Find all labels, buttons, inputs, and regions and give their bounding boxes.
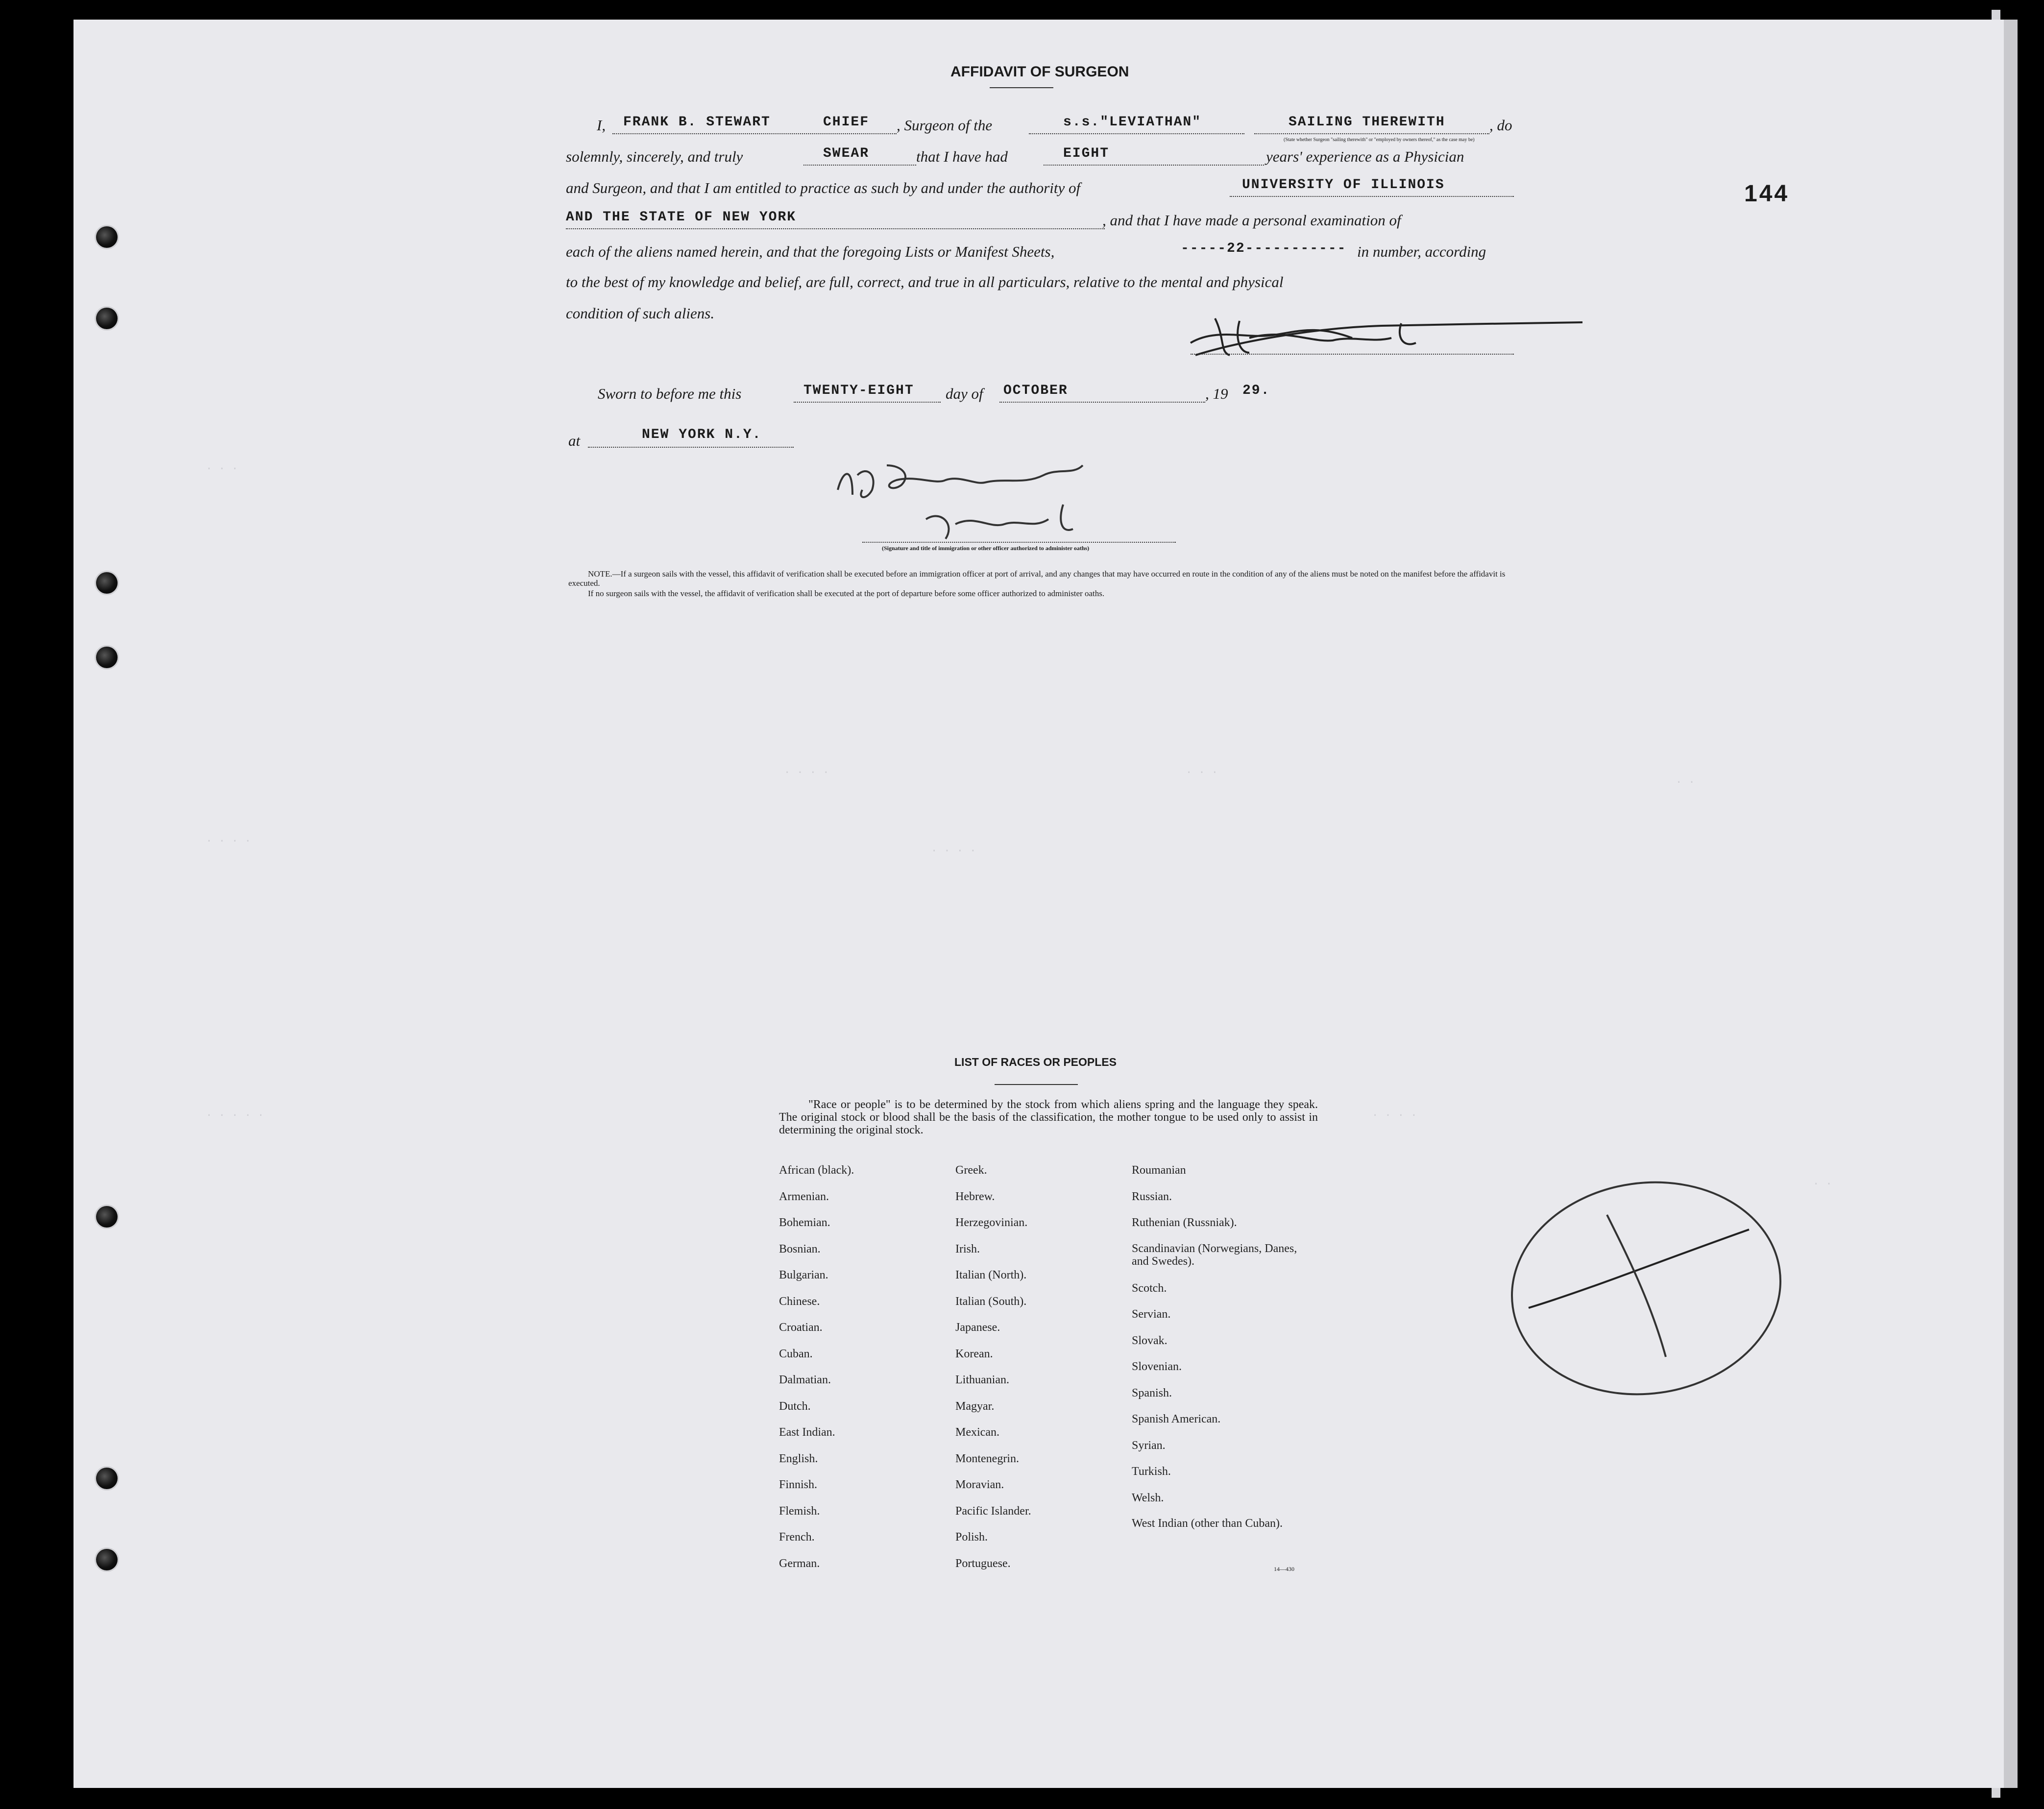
affidavit-text: , do	[1489, 117, 1512, 134]
race-list-item: Servian.	[1132, 1308, 1171, 1321]
bleed-through-mark: . . . .	[1372, 1107, 1417, 1119]
race-list-item: Lithuanian.	[955, 1374, 1009, 1386]
page-title: AFFIDAVIT OF SURGEON	[950, 64, 1129, 80]
race-list-item: Chinese.	[779, 1295, 820, 1308]
sworn-day: TWENTY-EIGHT	[803, 383, 914, 398]
surgeon-status-note: (State whether Surgeon "sailing therewith" or "employed by owners thereof," as the case may be)	[1284, 137, 1475, 143]
sworn-text: day of	[946, 385, 983, 402]
manifest-sheet-count: -----22-----------	[1181, 241, 1347, 256]
licensing-authority-continued: AND THE STATE OF NEW YORK	[566, 210, 797, 225]
fill-line	[1230, 196, 1514, 197]
affidavit-text: I,	[597, 117, 606, 134]
sailing-status: SAILING THEREWITH	[1289, 115, 1445, 130]
affidavit-text: in number, according	[1357, 243, 1486, 260]
binder-hole	[96, 1206, 118, 1228]
signature-line	[1191, 354, 1514, 355]
race-list-item: Moravian.	[955, 1478, 1004, 1491]
sworn-year: 29.	[1242, 383, 1270, 398]
note-paragraph-1: NOTE.—If a surgeon sails with the vessel, this affidavit of verification shall be executed before an immigration officer at port of arrival, and any changes that may have occurred en route in the condition of any of the aliens must be noted on the manifest before the affidavit is executed.	[568, 569, 1506, 588]
race-list-item: West Indian (other than Cuban).	[1132, 1517, 1283, 1530]
race-list-item: Bulgarian.	[779, 1269, 828, 1281]
fill-line	[1029, 133, 1244, 134]
binder-hole	[96, 1549, 118, 1570]
race-list-item: French.	[779, 1531, 815, 1544]
affidavit-text: condition of such aliens.	[566, 305, 715, 322]
race-list-item: Japanese.	[955, 1321, 1000, 1334]
sworn-text: , 19	[1205, 385, 1228, 402]
race-list-item: Hebrew.	[955, 1190, 995, 1203]
race-list-item: Greek.	[955, 1164, 987, 1177]
officer-signature	[828, 456, 1151, 554]
race-list-item: German.	[779, 1557, 820, 1570]
race-list-item: Dalmatian.	[779, 1374, 831, 1386]
bleed-through-mark: . . .	[1186, 764, 1218, 776]
bleed-through-mark: . . .	[206, 460, 239, 473]
race-list-item: Armenian.	[779, 1190, 829, 1203]
fill-line	[794, 402, 941, 403]
race-list-item: Polish.	[955, 1531, 988, 1544]
race-list-item: English.	[779, 1452, 818, 1465]
race-list-item: Croatian.	[779, 1321, 823, 1334]
race-list-item: Dutch.	[779, 1399, 811, 1413]
race-list-item: Turkish.	[1132, 1465, 1171, 1478]
signature-line	[862, 542, 1176, 543]
race-list-item: Welsh.	[1132, 1491, 1164, 1504]
note-paragraph-2: If no surgeon sails with the vessel, the affidavit of verification shall be executed at the port of departure before some officer authorized to administer oaths.	[588, 589, 1105, 598]
affidavit-text: and Surgeon, and that I am entitled to practice as such by and under the authority of	[566, 179, 1081, 196]
sworn-at-text: at	[568, 432, 581, 449]
affidavit-text: to the best of my knowledge and belief, are full, correct, and true in all particulars, relative to the mental and physical	[566, 273, 1284, 290]
fill-line	[612, 133, 897, 134]
race-list-item: Portuguese.	[955, 1557, 1011, 1570]
page-number: 144	[1744, 181, 1790, 207]
fill-line	[1044, 165, 1264, 166]
title-rule	[990, 87, 1053, 88]
race-list-item: Ruthenian (Russniak).	[1132, 1216, 1237, 1229]
affidavit-text: , Surgeon of the	[897, 117, 993, 134]
fill-line	[588, 447, 794, 448]
race-list-item: Spanish American.	[1132, 1413, 1221, 1425]
affidavit-text: , and that I have made a personal examination of	[1102, 212, 1401, 229]
form-number: 14—430	[1274, 1566, 1294, 1572]
race-list-item: East Indian.	[779, 1426, 835, 1439]
races-intro: "Race or people" is to be determined by the stock from which aliens spring and the language they speak. The original stock or blood shall be the basis of the classification, the mother tongue to be used only to assist in determining the original stock.	[779, 1098, 1318, 1136]
race-list-item: Slovak.	[1132, 1334, 1168, 1347]
race-list-item: Magyar.	[955, 1399, 995, 1413]
surgeon-name: FRANK B. STEWART	[623, 115, 771, 130]
race-list-item: Montenegrin.	[955, 1452, 1019, 1465]
race-list-item: Mexican.	[955, 1426, 999, 1439]
race-list-item: Scandinavian (Norwegians, Danes, and Swedes).	[1132, 1242, 1297, 1268]
binder-hole	[96, 572, 118, 594]
binder-hole	[96, 1468, 118, 1489]
race-list-item: Bosnian.	[779, 1242, 821, 1255]
affidavit-text: solemnly, sincerely, and truly	[566, 148, 743, 165]
race-list-item: Syrian.	[1132, 1439, 1166, 1452]
fill-line	[803, 165, 916, 166]
race-list-item: Italian (North).	[955, 1269, 1027, 1281]
affidavit-text: that I have had	[916, 148, 1008, 165]
race-list-item: Scotch.	[1132, 1281, 1167, 1295]
race-list-item: Korean.	[955, 1347, 993, 1360]
bleed-through-mark: . .	[1676, 774, 1695, 786]
race-list-item: Spanish.	[1132, 1386, 1172, 1399]
race-list-item: Herzegovinian.	[955, 1216, 1028, 1229]
years-experience: EIGHT	[1063, 146, 1110, 161]
race-list-item: Irish.	[955, 1242, 980, 1255]
race-list-item: Italian (South).	[955, 1295, 1027, 1308]
oath-type: SWEAR	[823, 146, 870, 161]
races-heading-rule	[995, 1084, 1078, 1085]
race-list-item: Cuban.	[779, 1347, 813, 1360]
bleed-through-mark: . . . .	[784, 764, 829, 776]
race-list-item: African (black).	[779, 1164, 854, 1177]
binder-hole	[96, 308, 118, 329]
race-list-item: Finnish.	[779, 1478, 818, 1491]
sworn-place: NEW YORK N.Y.	[642, 427, 762, 442]
licensing-authority: UNIVERSITY OF ILLINOIS	[1242, 177, 1445, 193]
affidavit-text: years' experience as a Physician	[1266, 148, 1464, 165]
races-heading: LIST OF RACES OR PEOPLES	[954, 1056, 1117, 1068]
circled-x-mark	[1504, 1176, 1788, 1401]
signature-caption: (Signature and title of immigration or other officer authorized to administer oaths)	[882, 545, 1090, 552]
race-list-item: Flemish.	[779, 1504, 820, 1518]
race-list-item: Roumanian	[1132, 1164, 1186, 1177]
binder-hole	[96, 647, 118, 668]
race-list-item: Russian.	[1132, 1190, 1172, 1203]
sworn-month: OCTOBER	[1003, 383, 1068, 398]
fill-line	[999, 402, 1205, 403]
surgeon-rank: CHIEF	[823, 115, 870, 130]
sworn-text: Sworn to before me this	[598, 385, 742, 402]
fill-line	[1254, 133, 1489, 134]
bleed-through-mark: . . . .	[206, 833, 251, 845]
bleed-through-mark: . . . . .	[206, 1107, 264, 1119]
fill-line	[566, 228, 1105, 229]
race-list-item: Bohemian.	[779, 1216, 830, 1229]
race-list-item: Pacific Islander.	[955, 1504, 1031, 1518]
race-list-item: Slovenian.	[1132, 1360, 1182, 1373]
affidavit-text: each of the aliens named herein, and that the foregoing Lists or Manifest Sheets,	[566, 243, 1055, 260]
binder-hole	[96, 226, 118, 248]
bleed-through-mark: . . . .	[931, 843, 976, 855]
vessel-name: s.s."LEVIATHAN"	[1063, 115, 1202, 130]
bleed-through-mark: . .	[1813, 1176, 1832, 1188]
